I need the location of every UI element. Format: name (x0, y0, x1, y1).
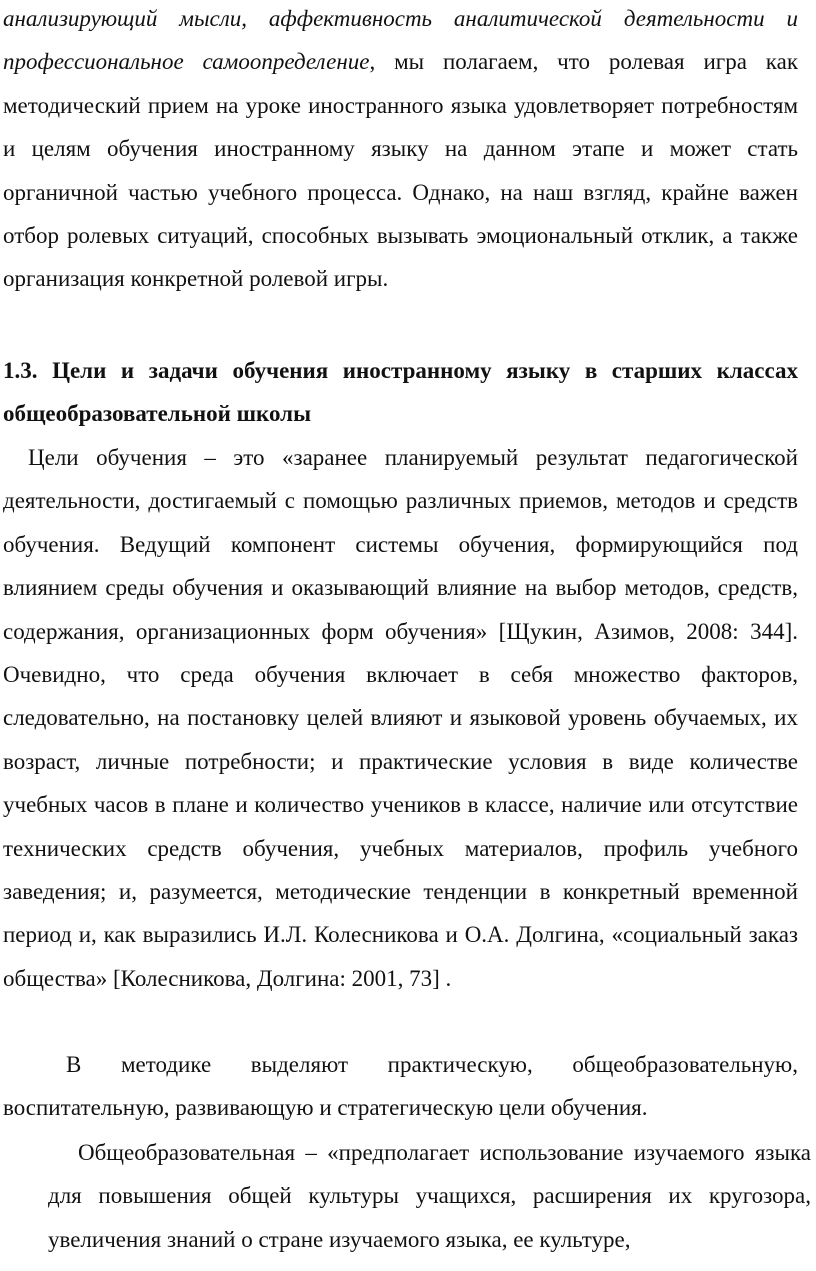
intro-paragraph-text: , мы полагаем, что ролевая игра как методический прием на уроке иностранного языка удовлетворяет потребностям и целям обучения иностранному языку на данном этапе и может стать органичной частью учебного процесса. Однако, на наш взгляд, крайне важен отбор ролевых ситуаций, способных вызывать эмоциональный отклик, а также организация конкретной ролевой игры. (3, 49, 798, 292)
goals-types-paragraph: В методике выделяют практическую, общеобразовательную, воспитательную, развивающую и стратегическую цели обучения. (3, 1052, 798, 1121)
goals-definition-paragraph: Цели обучения – это «заранее планируемый результат педагогической деятельности, достигаемый с помощью различных приемов, методов и средств обучения. Ведущий компонент системы обучения, формирующийся под влиянием среды обучения и оказывающий влияние на выбор методов, средств, содержания, организационных форм обучения» [Щукин, Азимов, 2008: 344]. Очевидно, что среда обучения включает в себя множество факторов, следовательно, на постановку целей влияют и языковой уровень обучаемых, их возраст, личные потребности; и практические условия в виде количестве учебных часов в плане и количество учеников в классе, наличие или отсутствие технических средств обучения, учебных материалов, профиль учебного заведения; и, разумеется, методические тенденции в конкретный временной период и, как выразились И.Л. Колесникова и О.А. Долгина, «социальный заказ общества» [Колесникова, Долгина: 2001, 73] . (3, 445, 798, 991)
intro-italic-phrase: анализирующий мысли, аффективность аналитической деятельности и профессиональное самоопределение (3, 6, 798, 75)
general-education-goal-paragraph: Общеобразовательная – «предполагает использование изучаемого языка для повышения общей культуры учащихся, расширения их кругозора, увеличения знаний о стране изучаемого языка, ее культуре, (48, 1140, 811, 1252)
intro-paragraph (3, 0, 798, 301)
section-heading: 1.3. Цели и задачи обучения иностранному языку в старших классах общеобразовательной школы (3, 358, 798, 427)
